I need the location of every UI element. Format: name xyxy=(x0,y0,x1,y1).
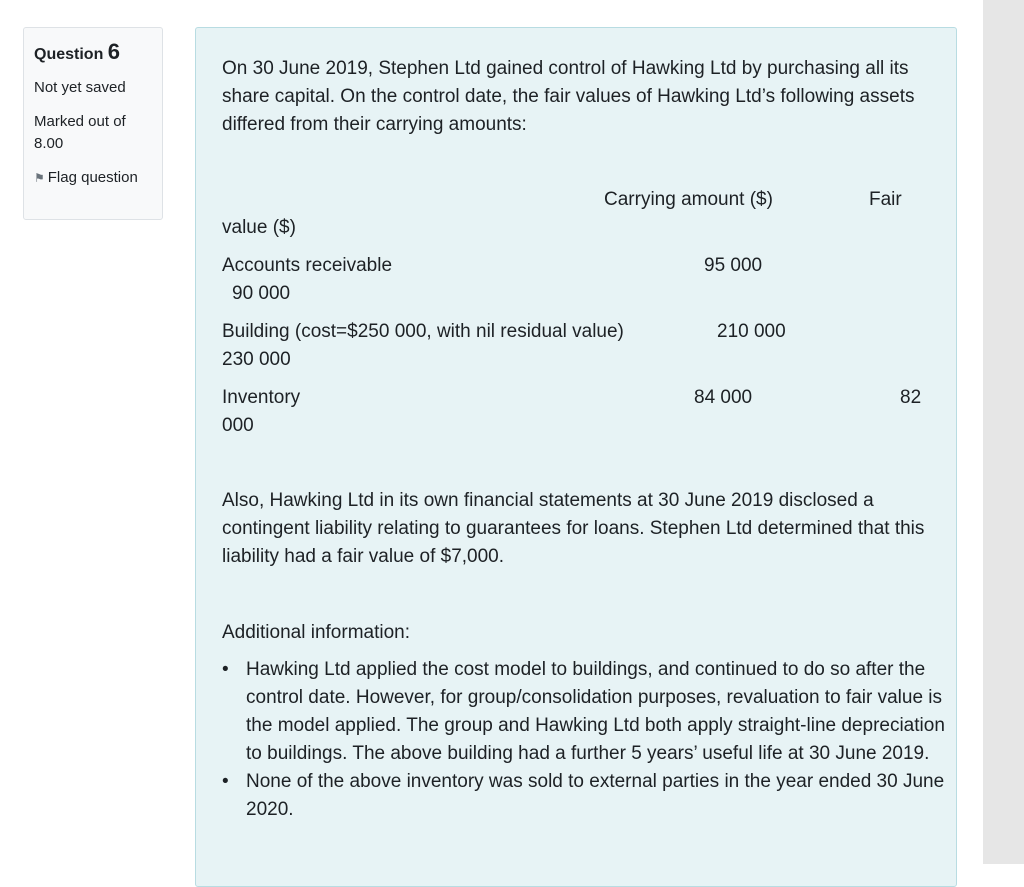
flag-label: Flag question xyxy=(47,169,138,186)
question-number-value: 6 xyxy=(107,39,121,64)
row-carrying-accounts-receivable: 95 000 xyxy=(704,255,763,276)
row-fair-inventory-part2: 000 xyxy=(222,415,254,436)
row-label-inventory: Inventory xyxy=(222,387,301,408)
row-carrying-inventory: 84 000 xyxy=(694,387,753,408)
additional-info-item: • None of the above inventory was sold to external parties in the year ended 30 June 2020. xyxy=(246,768,961,824)
grade-info: Marked out of 8.00 xyxy=(34,113,126,152)
question-info-panel xyxy=(23,27,163,220)
additional-info-heading: Additional information: xyxy=(222,622,410,643)
row-label-accounts-receivable: Accounts receivable xyxy=(222,255,393,276)
contingent-liability-text: Also, Hawking Ltd in its own financial statements at 30 June 2019 disclosed a contingent liability relating to guarantees for loans. Stephen Ltd determined that this liability had a fair value of $7,000. xyxy=(222,490,925,567)
flag-icon: ⚑ xyxy=(34,171,45,185)
row-fair-inventory-part1: 82 xyxy=(900,387,922,408)
header-carrying-amount: Carrying amount ($) xyxy=(604,189,773,210)
save-state: Not yet saved xyxy=(34,79,126,96)
page-scrollbar[interactable] xyxy=(983,0,1024,864)
row-fair-accounts-receivable: 90 000 xyxy=(232,283,291,304)
row-fair-building: 230 000 xyxy=(222,349,291,370)
header-fair-value-part1: Fair xyxy=(869,189,902,210)
flag-question-link[interactable] xyxy=(34,167,152,189)
question-content xyxy=(195,27,957,887)
question-label: Question xyxy=(34,46,104,63)
row-label-building: Building (cost=$250 000, with nil residual value) xyxy=(222,321,624,342)
row-carrying-building: 210 000 xyxy=(717,321,786,342)
header-fair-value-part2: value ($) xyxy=(222,217,296,238)
question-number xyxy=(34,38,152,69)
question-intro: On 30 June 2019, Stephen Ltd gained control of Hawking Ltd by purchasing all its share capital. On the control date, the fair values of Hawking Ltd’s following assets differed from their carrying amounts: xyxy=(222,58,915,135)
additional-info-item: • Hawking Ltd applied the cost model to buildings, and continued to do so after the control date. However, for group/consolidation purposes, revaluation to fair value is the model applied. The group and Hawking Ltd both apply straight-line depreciation to buildings. The above building had a further 5 years’ useful life at 30 June 2019. xyxy=(246,656,961,768)
additional-info-list xyxy=(222,656,961,824)
